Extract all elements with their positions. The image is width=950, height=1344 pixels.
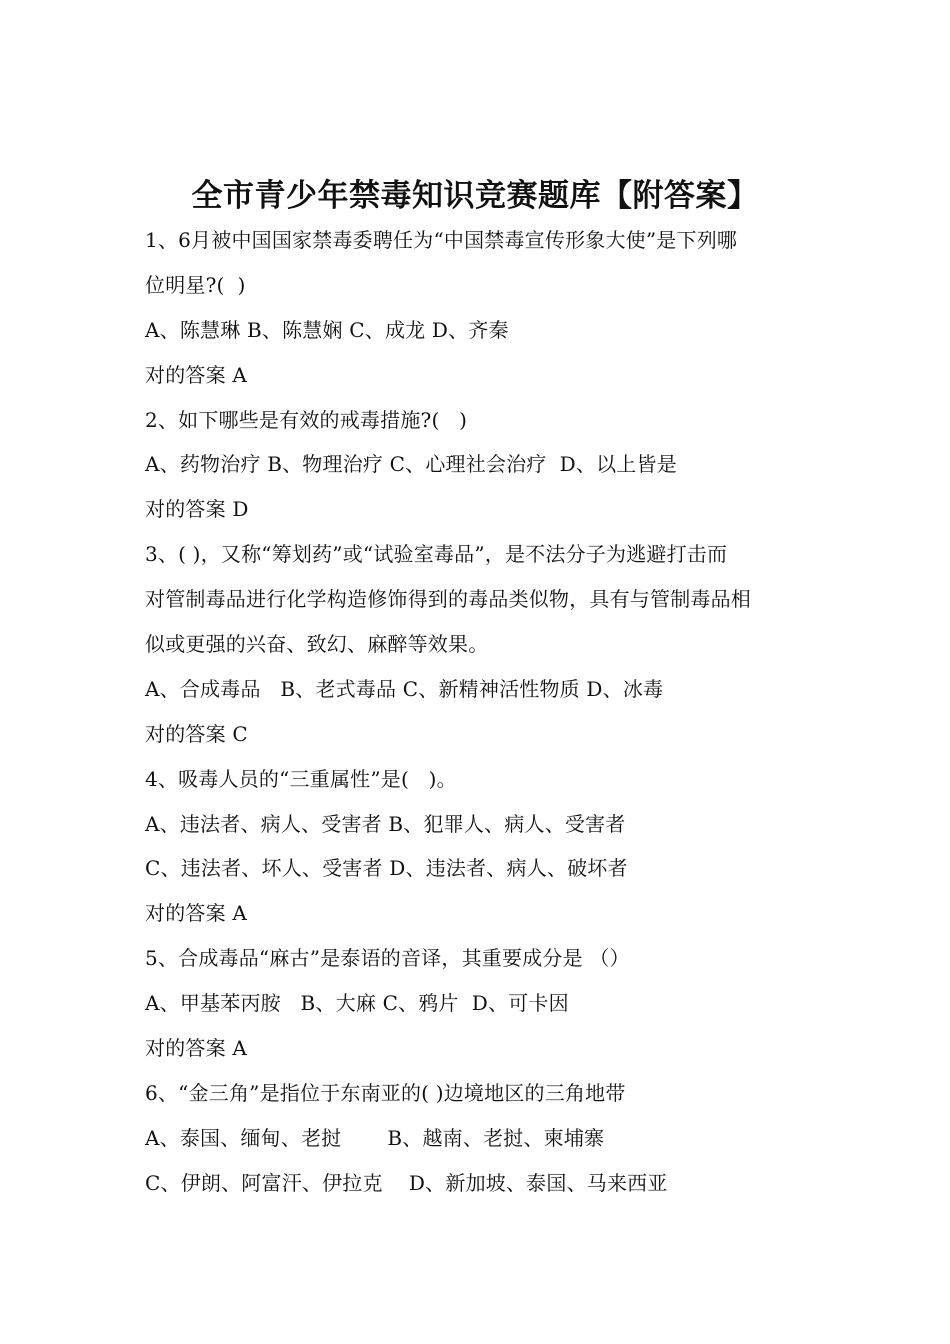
text-line: 对的答案 C <box>145 721 248 746</box>
text-line: A、甲基苯丙胺 B、大麻 C、鸦片 D、可卡因 <box>145 991 569 1016</box>
text-line: 对的答案 A <box>145 901 248 926</box>
document-title: 全市青少年禁毒知识竞赛题库【附答案】 <box>191 178 759 214</box>
text-line: 4、吸毒人员的“三重属性”是( )。 <box>145 766 457 791</box>
text-line: 位明星?( ) <box>145 272 246 297</box>
text-line: 对的答案 A <box>145 362 248 387</box>
text-line: 1、6月被中国国家禁毒委聘任为“中国禁毒宣传形象大使”是下列哪 <box>145 228 738 252</box>
text-line: A、泰国、缅甸、老挝 B、越南、老挝、柬埔寨 <box>145 1125 605 1150</box>
text-line: A、违法者、病人、受害者 B、犯罪人、病人、受害者 <box>145 811 626 836</box>
text-line: 2、如下哪些是有效的戒毒措施?( ) <box>145 407 468 432</box>
text-line: 对的答案 A <box>145 1036 248 1061</box>
text-line: C、违法者、坏人、受害者 D、违法者、病人、破坏者 <box>145 856 628 881</box>
text-line: 似或更强的兴奋、致幻、麻醉等效果。 <box>145 632 489 657</box>
text-line: C、伊朗、阿富汗、伊拉克 D、新加坡、泰国、马来西亚 <box>145 1170 668 1195</box>
text-line: 5、合成毒品“麻古”是泰语的音译，其重要成分是 （） <box>145 946 630 971</box>
document-body <box>145 218 810 1206</box>
text-line: A、合成毒品 B、老式毒品 C、新精神活性物质 D、冰毒 <box>145 676 664 701</box>
text-line: 对管制毒品进行化学构造修饰得到的毒品类似物，具有与管制毒品相 <box>145 587 751 612</box>
text-line: A、陈慧琳 B、陈慧娴 C、成龙 D、齐秦 <box>145 317 509 342</box>
text-line: 6、“金三角”是指位于东南亚的( )边境地区的三角地带 <box>145 1080 626 1105</box>
text-line: A、药物治疗 B、物理治疗 C、心理社会治疗 D、以上皆是 <box>145 452 677 477</box>
text-line: 对的答案 D <box>145 497 249 522</box>
text-line: 3、( )，又称“筹划药”或“试验室毒品”，是不法分子为逃避打击而 <box>145 542 728 567</box>
